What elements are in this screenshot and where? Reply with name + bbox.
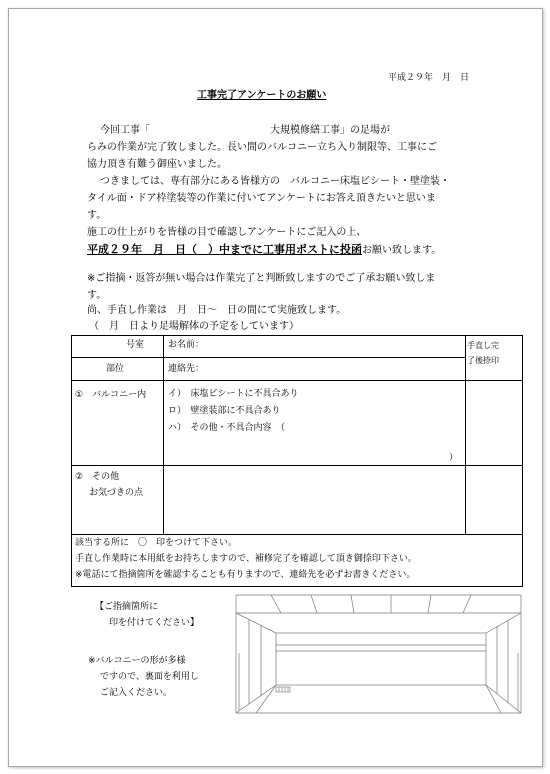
unit-label: 部位 <box>106 364 125 374</box>
instruction-line-1: 該当する所に 〇 印をつけて下さい。 <box>75 538 238 548</box>
body-line-3: 協力頂き有難う御座いました。 <box>87 159 227 170</box>
note-line-4: （ 月 日より足場解体の予定をしています） <box>89 321 299 332</box>
other-section-label-1: ② その他 <box>75 472 120 482</box>
document-title: 工事完了アンケートのお願い <box>197 90 327 101</box>
shape-note-2: ですので、裏面を利用し <box>100 672 199 682</box>
balcony-section-label: ① バルコニー内 <box>75 390 147 400</box>
name-field-label: お名前： <box>168 340 205 350</box>
stamp-label-1: 手直し完 <box>467 341 499 350</box>
survey-table <box>71 335 523 587</box>
contact-field-label: 連絡先： <box>168 364 205 374</box>
deadline-emphasis: 平成２９年 月 日（ ）中までに工事用ポストに投函 <box>87 243 362 256</box>
body-line-1: 今回工事「 大規模修繕工事」の足場が <box>100 125 390 136</box>
body-line-2: らみの作業が完了致しました。長い間のバルコニー立ち入り制限等、工事にご <box>87 142 437 153</box>
deadline-line <box>87 243 441 258</box>
body-line-4: つきましては、専有部分にある皆様方の バルコニー床塩ビシート・壁塗装・ <box>100 176 450 187</box>
option-floor-sheet[interactable]: イ） 床塩ビシートに不具合あり <box>168 389 299 399</box>
note-line-1: ※ご指摘・返答が無い場合は作業完了と判断致しますのでご了承お願い致しま <box>87 273 436 284</box>
body-line-7: 施工の仕上がりを皆様の目で確認しアンケートにご記入の上、 <box>87 227 367 238</box>
option-other-defect[interactable]: ハ） その他・不具合内容 （ <box>168 423 286 433</box>
shape-note-1: ※バルコニーの形が多様 <box>88 656 186 666</box>
mark-instruction-1: 【ご指摘箇所に <box>95 602 159 612</box>
mark-instruction-2: 印を付けてください】 <box>109 618 200 628</box>
option-wall-paint[interactable]: ロ） 壁塗装部に不具合あり <box>168 406 281 416</box>
shape-note-3: ご記入ください。 <box>100 688 173 698</box>
date-line: 平成２９年 月 日 <box>388 73 470 83</box>
stamp-label-2: 了後捺印 <box>467 356 499 365</box>
body-line-5: タイル面・ドア枠塗装等の作業に付いてアンケートにお答え頂きたいと思いま <box>87 193 436 204</box>
instruction-line-3: ※電話にて指摘箇所を確認することも有りますので、連絡先を必ずお書きください。 <box>75 570 416 580</box>
document-page <box>8 8 543 767</box>
other-defect-close-paren: ） <box>449 453 459 463</box>
balcony-diagram[interactable] <box>231 593 527 727</box>
other-section-label-2: お気づきの点 <box>89 488 144 498</box>
note-line-2: す。 <box>87 290 107 301</box>
note-line-3: 尚、手直し作業は 月 日～ 日の間にて実施致します。 <box>87 305 347 316</box>
instruction-line-2: 手直し作業時に本用紙をお持ちしますので、補修完了を確認して頂き御捺印下さい。 <box>75 554 417 564</box>
body-line-6: す。 <box>87 210 107 221</box>
room-label: 号室 <box>126 340 145 350</box>
deadline-tail: お願い致します。 <box>362 245 442 256</box>
